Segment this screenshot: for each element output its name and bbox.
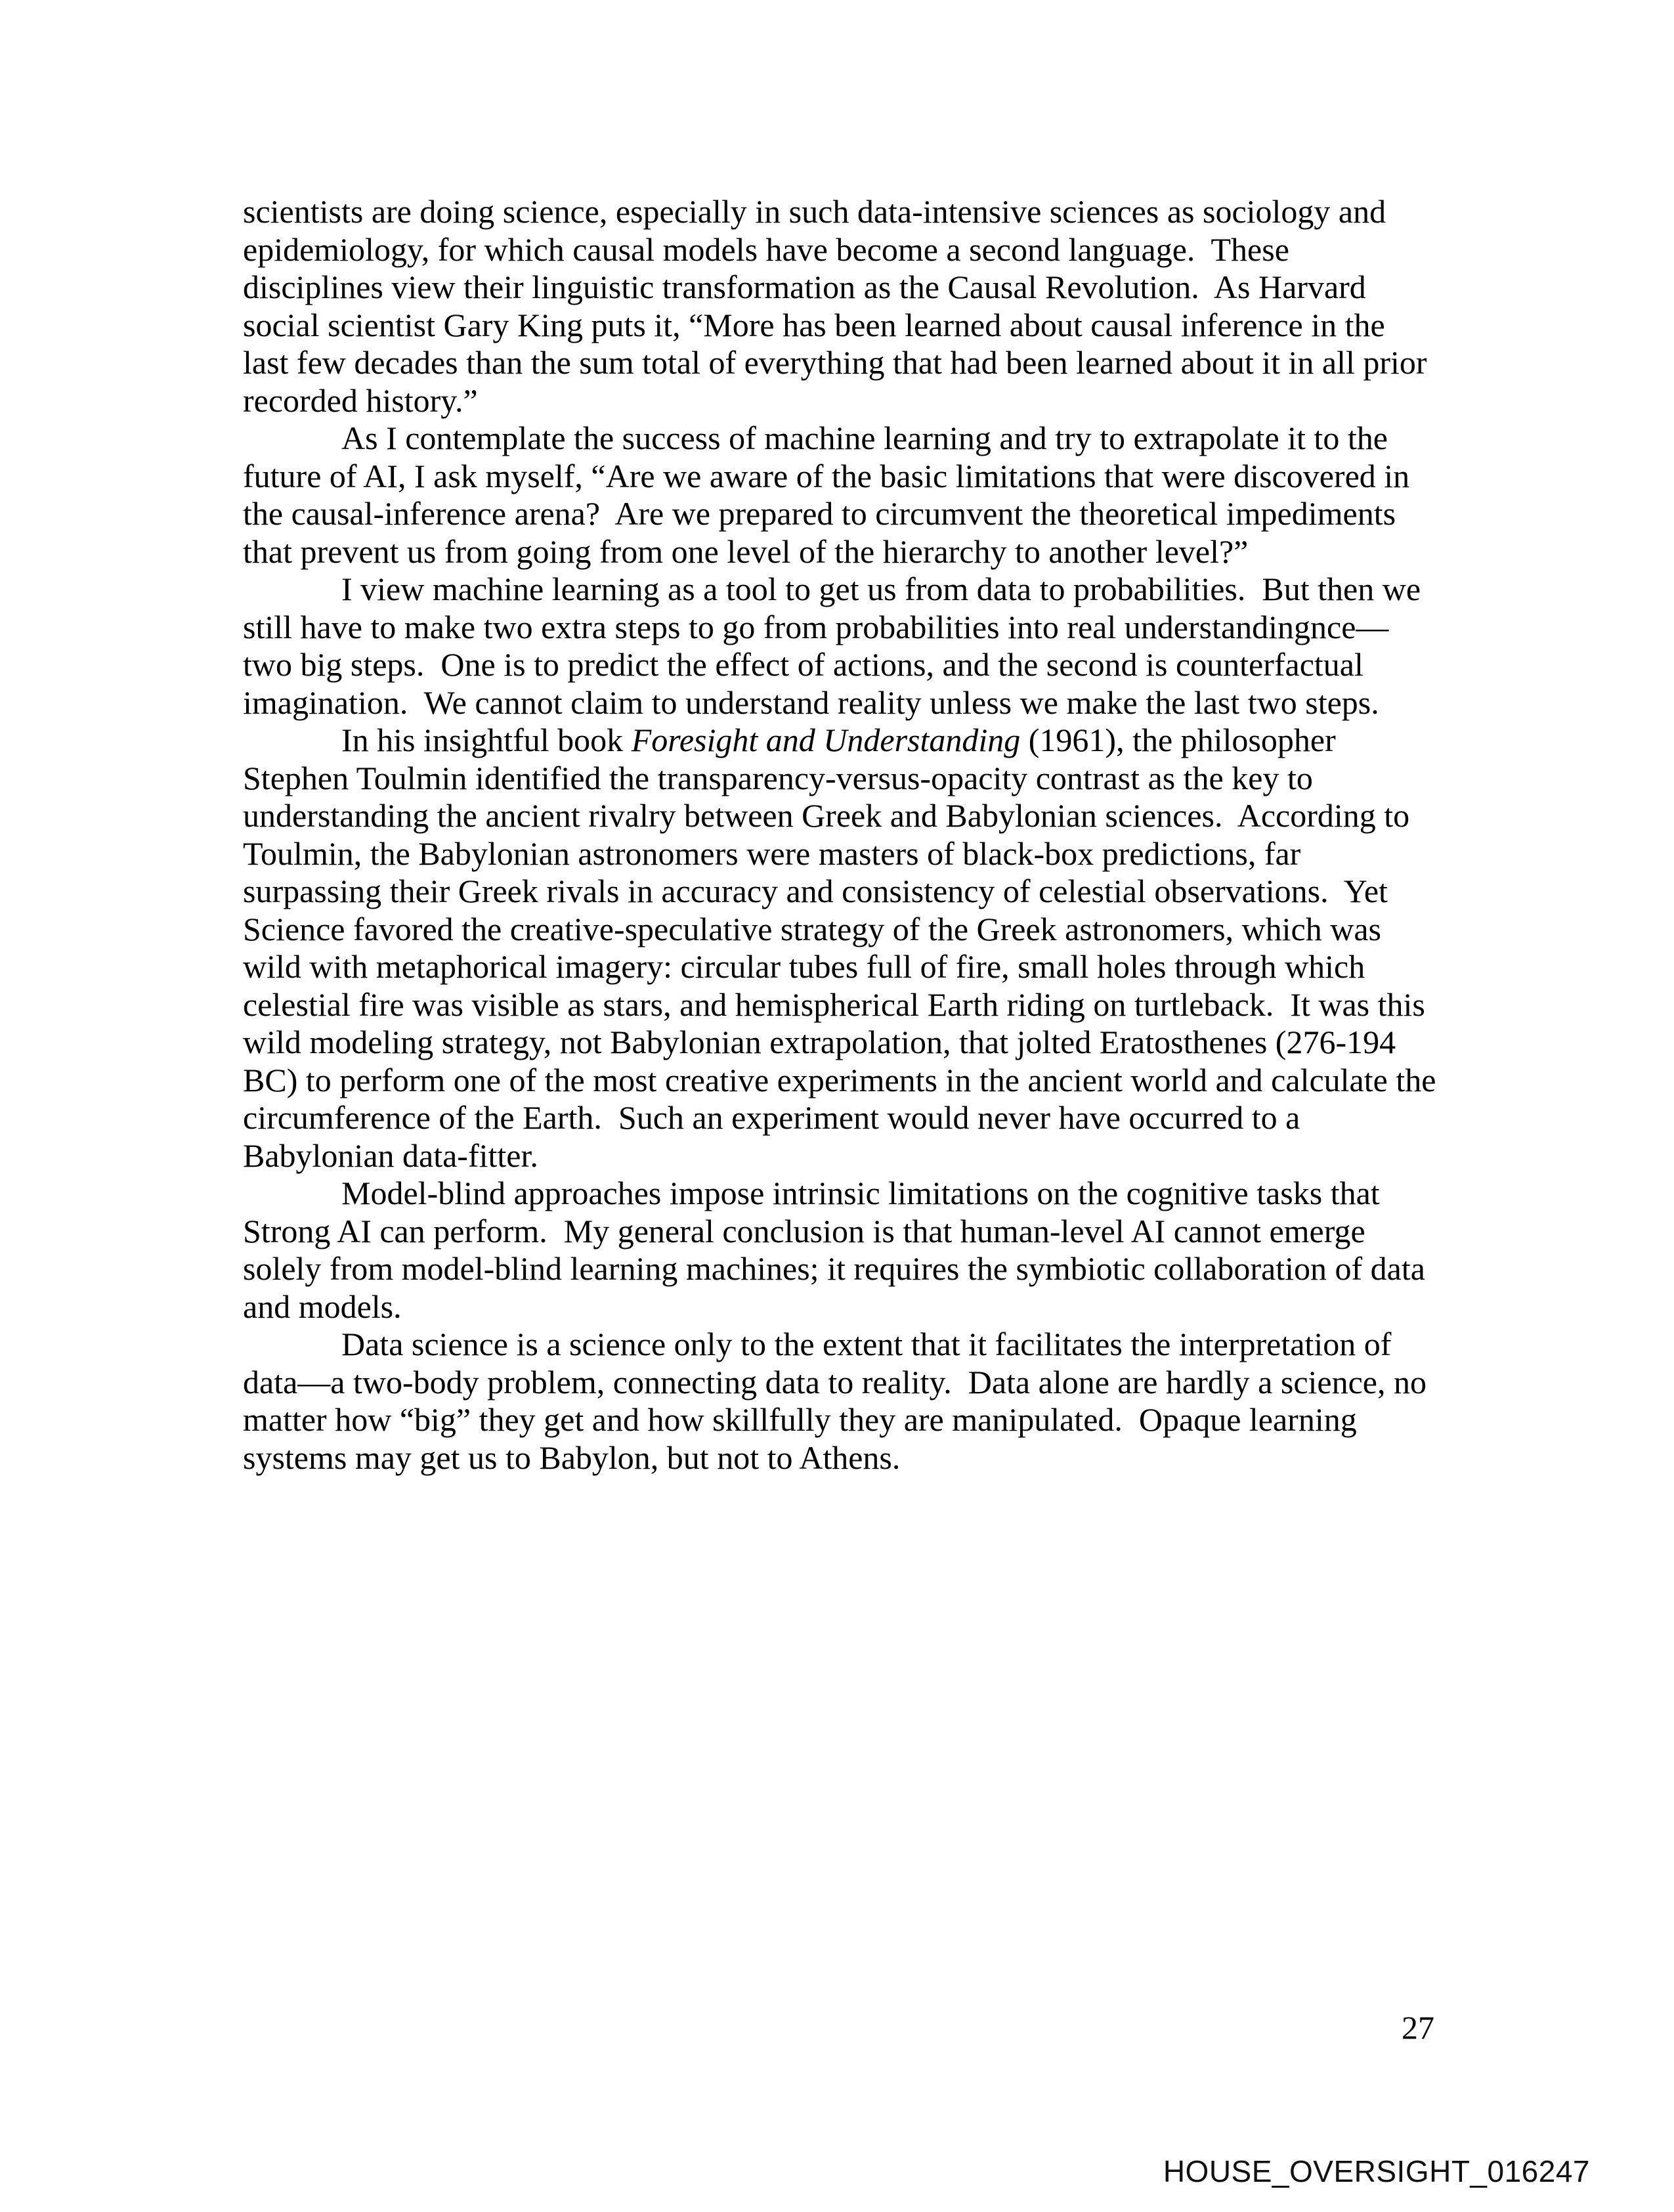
- paragraph: [243, 722, 1444, 1175]
- paragraph: Data science is a science only to the extent that it facilitates the interpretation of data—a two-body problem, connecting data to reality. Data alone are hardly a science, no matter how “big” they get and how skillfully they are manipulated. Opaque learning systems may get us to Babylon, but not to Athens.: [243, 1326, 1435, 1476]
- paragraph: As I contemplate the success of machine learning and try to extrapolate it to the future of AI, I ask myself, “Are we aware of the basic limitations that were discovered in the causal-inference arena? Are we prepared to circumvent the theoretical impediments that prevent us from going from one level of the hierarchy to another level?”: [243, 420, 1418, 570]
- paragraph: Model-blind approaches impose intrinsic limitations on the cognitive tasks that Strong AI can perform. My general conclusion is that human-level AI cannot emerge solely from model-blind learning machines; it requires the symbiotic collaboration of data and models.: [243, 1175, 1434, 1325]
- paragraph: scientists are doing science, especially in such data-intensive sciences as sociology and epidemiology, for which causal models have become a second language. These disciplines view their linguistic transformation as the Causal Revolution. As Harvard social scientist Gary King puts it, “More has been learned about causal inference in the last few decades than the sum total of everything that had been learned about it in all prior recorded history.”: [243, 193, 1436, 419]
- book-title: Foresight and Understanding: [631, 722, 1021, 758]
- paragraph: I view machine learning as a tool to get us from data to probabilities. But then we still have to make two extra steps to go from probabilities into real understandingnce—two big steps. One is to predict the effect of actions, and the second is counterfactual imagination. We cannot claim to understand reality unless we make the last two steps.: [243, 571, 1429, 721]
- bates-number: HOUSE_OVERSIGHT_016247: [1163, 2154, 1590, 2188]
- page-number: 27: [1402, 2009, 1434, 2046]
- page-body-text: [243, 193, 1444, 1477]
- paragraph-text: In his insightful book: [341, 722, 632, 758]
- paragraph-text: (1961), the philosopher Stephen Toulmin identified the transparency-versus-opacity contrast as the key to understanding the ancient rivalry between Greek and Babylonian sciences. According to Toulmin, the Babylonian astronomers were masters of black-box predictions, far surpassing their Greek rivals in accuracy and consistency of celestial observations. Yet Science favored the creative-speculative strategy of the Greek astronomers, which was wild with metaphorical imagery: circular tubes full of fire, small holes through which celestial fire was visible as stars, and hemispherical Earth riding on turtleback. It was this wild modeling strategy, not Babylonian extrapolation, that jolted Eratosthenes (276-194 BC) to perform one of the most creative experiments in the ancient world and calculate the circumference of the Earth. Such an experiment would never have occurred to a Babylonian data-fitter.: [243, 722, 1444, 1174]
